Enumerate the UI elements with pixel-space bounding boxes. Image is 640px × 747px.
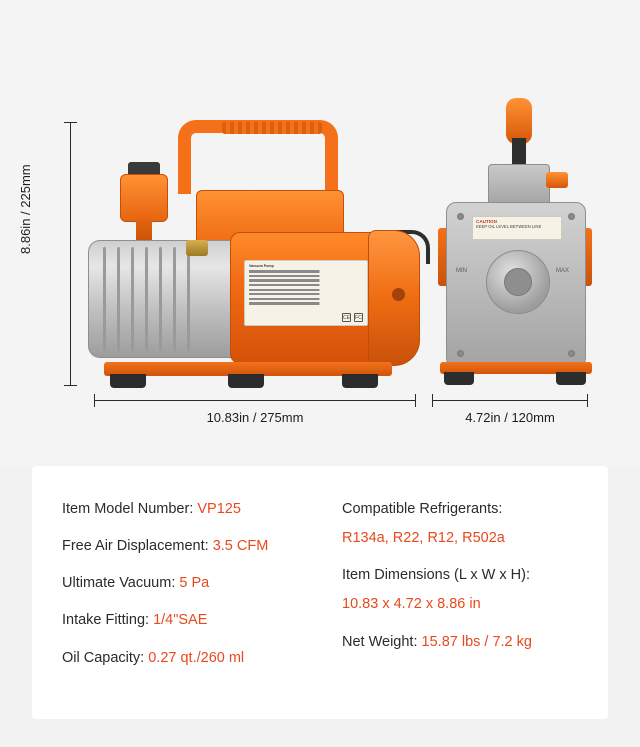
- certification-marks: [342, 313, 363, 322]
- sight-glass-center: [504, 268, 532, 296]
- specifications-left-column: [62, 500, 330, 667]
- pump-front-view: [430, 98, 600, 390]
- oil-fill-cap: [120, 174, 168, 222]
- nameplate-label: [244, 260, 368, 326]
- rubber-foot: [110, 374, 146, 388]
- top-bracket: [488, 164, 550, 206]
- spec-value: 10.83 x 4.72 x 8.86 in: [342, 596, 481, 613]
- spec-item-model-number: [62, 500, 330, 518]
- spec-value: 5 Pa: [179, 575, 210, 592]
- specifications-right-column: [340, 500, 608, 667]
- rubber-foot: [228, 374, 264, 388]
- oil-level-min-label: MIN: [456, 268, 467, 274]
- spec-value: 0.27 qt./260 ml: [148, 649, 245, 666]
- height-dimension-label: 8.86in / 225mm: [18, 164, 33, 254]
- handle-grip: [222, 122, 322, 134]
- spec-ultimate-vacuum: [62, 574, 330, 592]
- pump-side-view: [80, 112, 420, 390]
- terminal-block: [546, 172, 568, 188]
- spec-label: Item Dimensions (L x W x H):: [342, 567, 530, 584]
- spec-label: Net Weight:: [342, 633, 418, 650]
- spec-item-dimensions: [340, 566, 608, 613]
- rubber-foot: [556, 372, 586, 385]
- specifications-grid: [32, 466, 608, 667]
- spec-value: R134a, R22, R12, R502a: [342, 530, 505, 547]
- spec-value: VP125: [197, 501, 241, 517]
- motor-center-bolt: [392, 288, 405, 301]
- spec-oil-capacity: [62, 649, 330, 667]
- fcc-mark: FC: [355, 315, 362, 321]
- spec-value: 15.87 lbs / 7.2 kg: [421, 633, 532, 650]
- specifications-card: [32, 466, 608, 719]
- spec-label: Free Air Displacement:: [62, 538, 209, 555]
- width-dimension-label: 4.72in / 120mm: [465, 410, 555, 425]
- length-dimension-line: [94, 400, 416, 401]
- spec-value: 1/4"SAE: [153, 612, 208, 629]
- spec-label: Compatible Refrigerants:: [342, 501, 503, 517]
- spec-free-air-displacement: [62, 537, 330, 555]
- oil-level-max-label: MAX: [556, 268, 570, 274]
- spec-value: 3.5 CFM: [212, 538, 269, 555]
- spec-label: Intake Fitting:: [62, 612, 150, 629]
- width-dimension-line: [432, 400, 588, 401]
- intake-fitting: [186, 240, 208, 256]
- spec-net-weight: [340, 633, 608, 651]
- rubber-foot: [342, 374, 378, 388]
- height-dimension-line: [70, 122, 71, 386]
- spec-label: Oil Capacity:: [62, 649, 145, 666]
- caution-heading: CAUTION: [476, 219, 497, 224]
- spec-intake-fitting: [62, 611, 330, 629]
- spec-compatible-refrigerants: [340, 500, 608, 547]
- oil-sight-glass: [486, 250, 550, 314]
- caution-label: [472, 216, 562, 240]
- caution-text: KEEP OIL LEVEL BETWEEN LINE: [476, 224, 542, 229]
- nameplate-title: Vacuum Pump: [249, 264, 274, 268]
- spec-label: Item Model Number:: [62, 501, 194, 517]
- rubber-foot: [444, 372, 474, 385]
- length-dimension-label: 10.83in / 275mm: [206, 410, 304, 425]
- ce-mark: CE: [343, 315, 350, 321]
- spec-label: Ultimate Vacuum:: [62, 575, 176, 592]
